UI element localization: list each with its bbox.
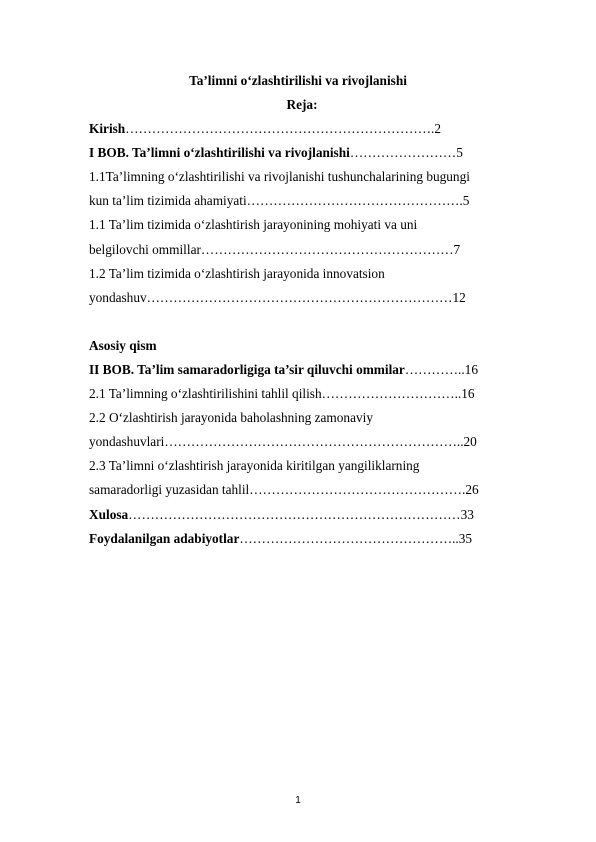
toc-label: Foydalanilgan adabiyotlar xyxy=(89,531,240,546)
section-heading-asosiy-qism: Asosiy qism xyxy=(89,338,157,353)
toc-page-number: 5 xyxy=(456,145,463,160)
toc-entry-2-2-line2: yondashuvlari…………………………………………………………..20 xyxy=(89,434,477,449)
toc-leader-dots: ………………………………………….. xyxy=(239,531,459,546)
toc-entry-1-1b-line2: belgilovchi ommillar…………………………………………………7 xyxy=(89,242,461,257)
toc-page-number: .16 xyxy=(461,362,478,377)
toc-entry-2-3-line1: 2.3 Ta’limni o‘zlashtirish jarayonida kiritilgan yangiliklarning xyxy=(89,458,420,473)
toc-entry-2-1: 2.1 Ta’limning o‘zlashtirilishini tahlil qilish…………………………..16 xyxy=(89,386,475,401)
toc-entry-kirish xyxy=(89,121,441,137)
toc-entry-xulosa xyxy=(89,507,474,523)
toc-entry-1-2-line1: 1.2 Ta’lim tizimida o‘zlashtirish jarayonida innovatsion xyxy=(89,266,385,281)
toc-leader-dots: ………………………………………………………………… xyxy=(128,507,461,522)
toc-page-number: 2 xyxy=(434,121,442,136)
toc-entry-chapter-2 xyxy=(89,362,478,378)
document-title: Ta’limni o‘zlashtirilishi va rivojlanishi xyxy=(189,73,407,88)
toc-leader-dots: …………………… xyxy=(349,145,457,160)
page-number: 1 xyxy=(295,795,301,806)
toc-entry-references xyxy=(89,531,472,547)
toc-entry-1-2-line2: yondashuv……………………………………………………………12 xyxy=(89,290,466,305)
toc-entry-2-2-line1: 2.2 O‘zlashtirish jarayonida baholashning zamonaviy xyxy=(89,410,373,425)
toc-entry-1-1a-line1: 1.1Ta’limning o‘zlashtirilishi va rivojlanishi tushunchalarining bugungi xyxy=(89,169,470,184)
toc-leader-dots: ……………………………………………………………. xyxy=(125,121,435,136)
toc-entry-1-1a-line2: kun ta’lim tizimida ahamiyati………………………………………….5 xyxy=(89,193,470,208)
toc-entry-chapter-1 xyxy=(89,145,463,161)
toc-label: Kirish xyxy=(89,121,126,136)
plan-heading: Reja: xyxy=(286,97,318,112)
toc-label: Xulosa xyxy=(89,507,129,522)
toc-entry-1-1b-line1: 1.1 Ta’lim tizimida o‘zlashtirish jarayonining mohiyati va uni xyxy=(89,217,418,232)
toc-label: I BOB. Ta’limni o‘zlashtirilishi va rivojlanishi xyxy=(89,145,350,160)
toc-page-number: 35 xyxy=(458,531,473,546)
toc-page-number: 33 xyxy=(460,507,474,522)
toc-label: II BOB. Ta’lim samaradorligiga ta’sir qiluvchi ommilar xyxy=(89,362,405,377)
toc-entry-2-3-line2: samaradorligi yuzasidan tahlil………………………………………….26 xyxy=(89,482,479,497)
toc-leader-dots: …………. xyxy=(404,362,462,377)
